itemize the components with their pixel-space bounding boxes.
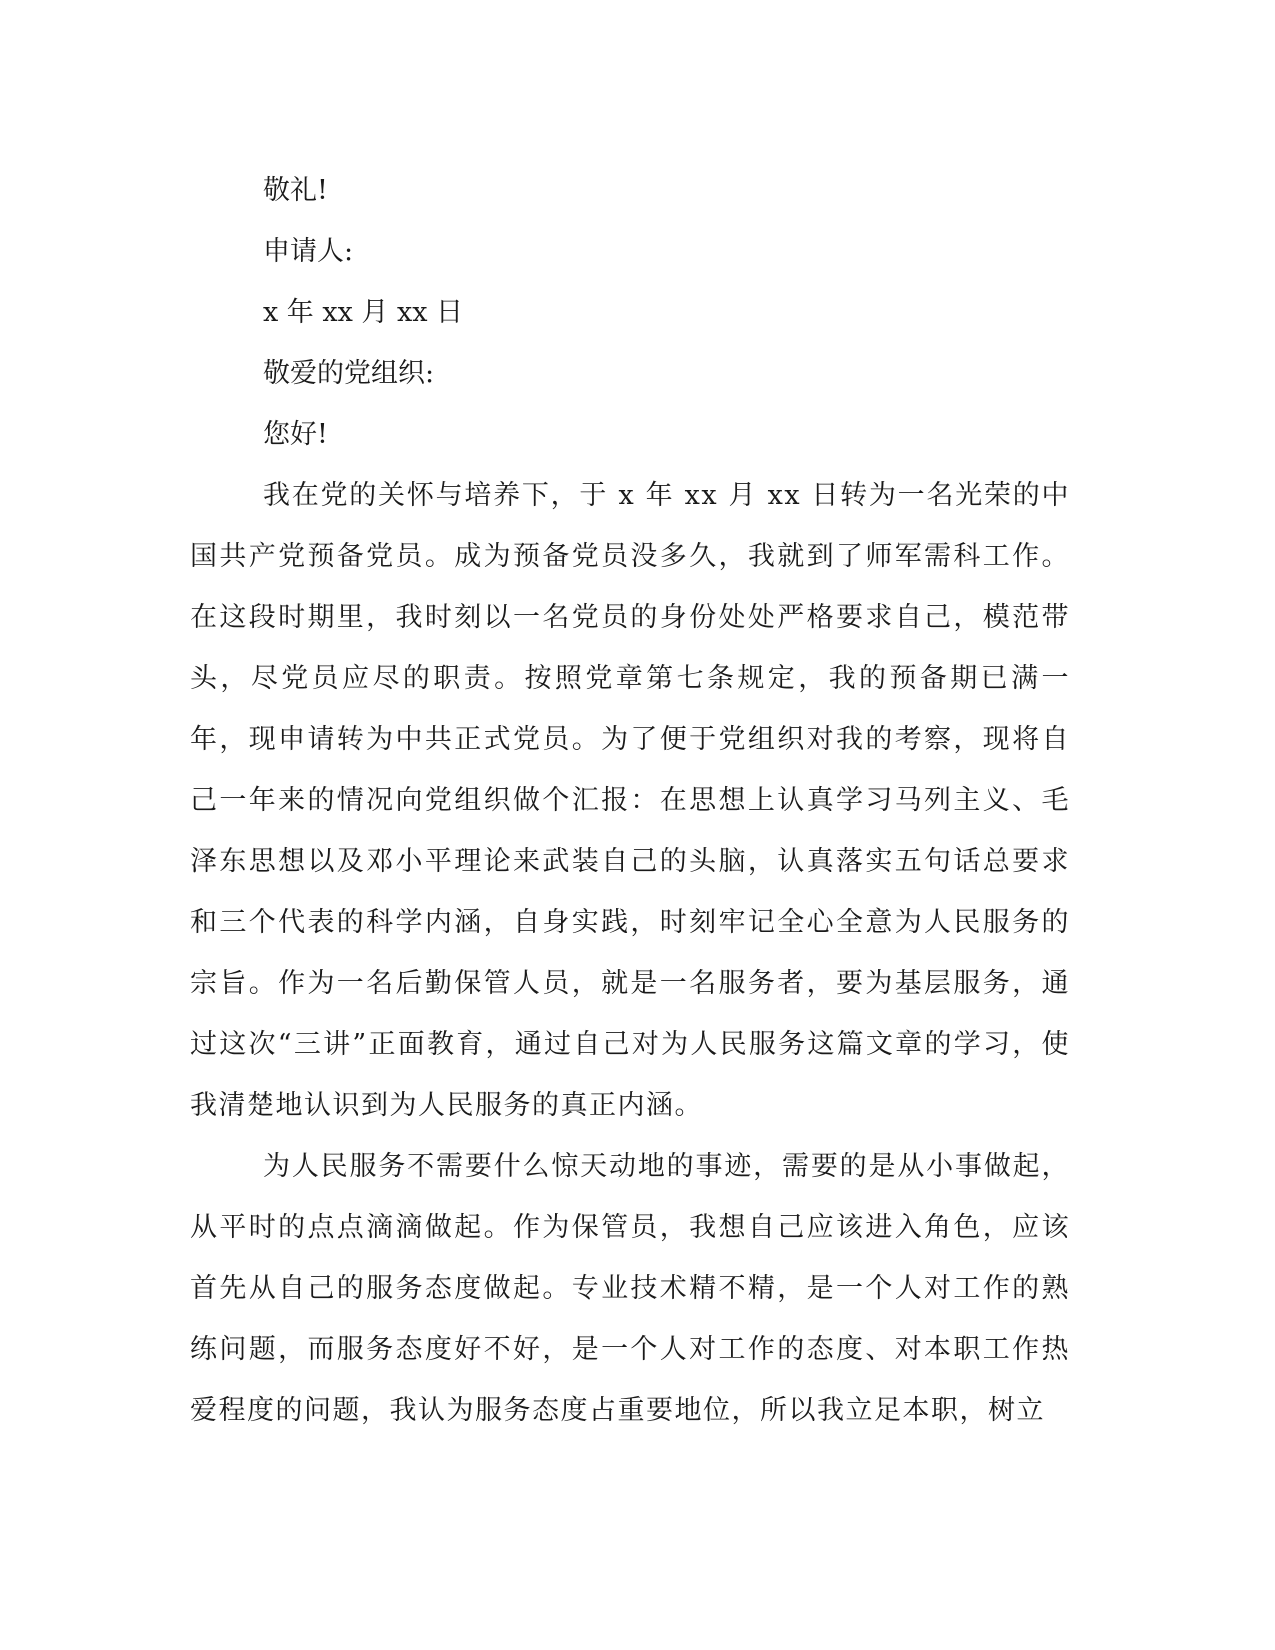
- document-body: [190, 160, 1070, 1441]
- date-line: x 年 xx 月 xx 日: [263, 297, 464, 328]
- paragraph-1: 我在党的关怀与培养下，于 x 年 xx 月 xx 日转为一名光荣的中国共产党预备党员。成为预备党员没多久，我就到了师军需科工作。在这段时期里，我时刻以一名党员的身份处处严格要求自己，模范带头，尽党员应尽的职责。按照党章第七条规定，我的预备期已满一年，现申请转为中共正式党员。为了便于党组织对我的考察，现将自己一年来的情况向党组织做个汇报：在思想上认真学习马列主义、毛泽东思想以及邓小平理论来武装自己的头脑，认真落实五句话总要求和三个代表的科学内涵，自身实践，时刻牢记全心全意为人民服务的宗旨。作为一名后勤保管人员，就是一名服务者，要为基层服务，通过这次“三讲”正面教育，通过自己对为人民服务这篇文章的学习，使我清楚地认识到为人民服务的真正内涵。: [190, 480, 1070, 1121]
- closing-line: 敬礼!: [263, 175, 328, 206]
- salutation: 敬爱的党组织:: [263, 358, 435, 389]
- paragraph-2: 为人民服务不需要什么惊天动地的事迹，需要的是从小事做起，从平时的点点滴滴做起。作为保管员，我想自己应该进入角色，应该首先从自己的服务态度做起。专业技术精不精，是一个人对工作的熟练问题，而服务态度好不好，是一个人对工作的态度、对本职工作热爱程度的问题，我认为服务态度占重要地位，所以我立足本职，树立: [190, 1151, 1070, 1426]
- applicant-label: 申请人:: [263, 236, 354, 267]
- greeting: 您好!: [263, 419, 328, 450]
